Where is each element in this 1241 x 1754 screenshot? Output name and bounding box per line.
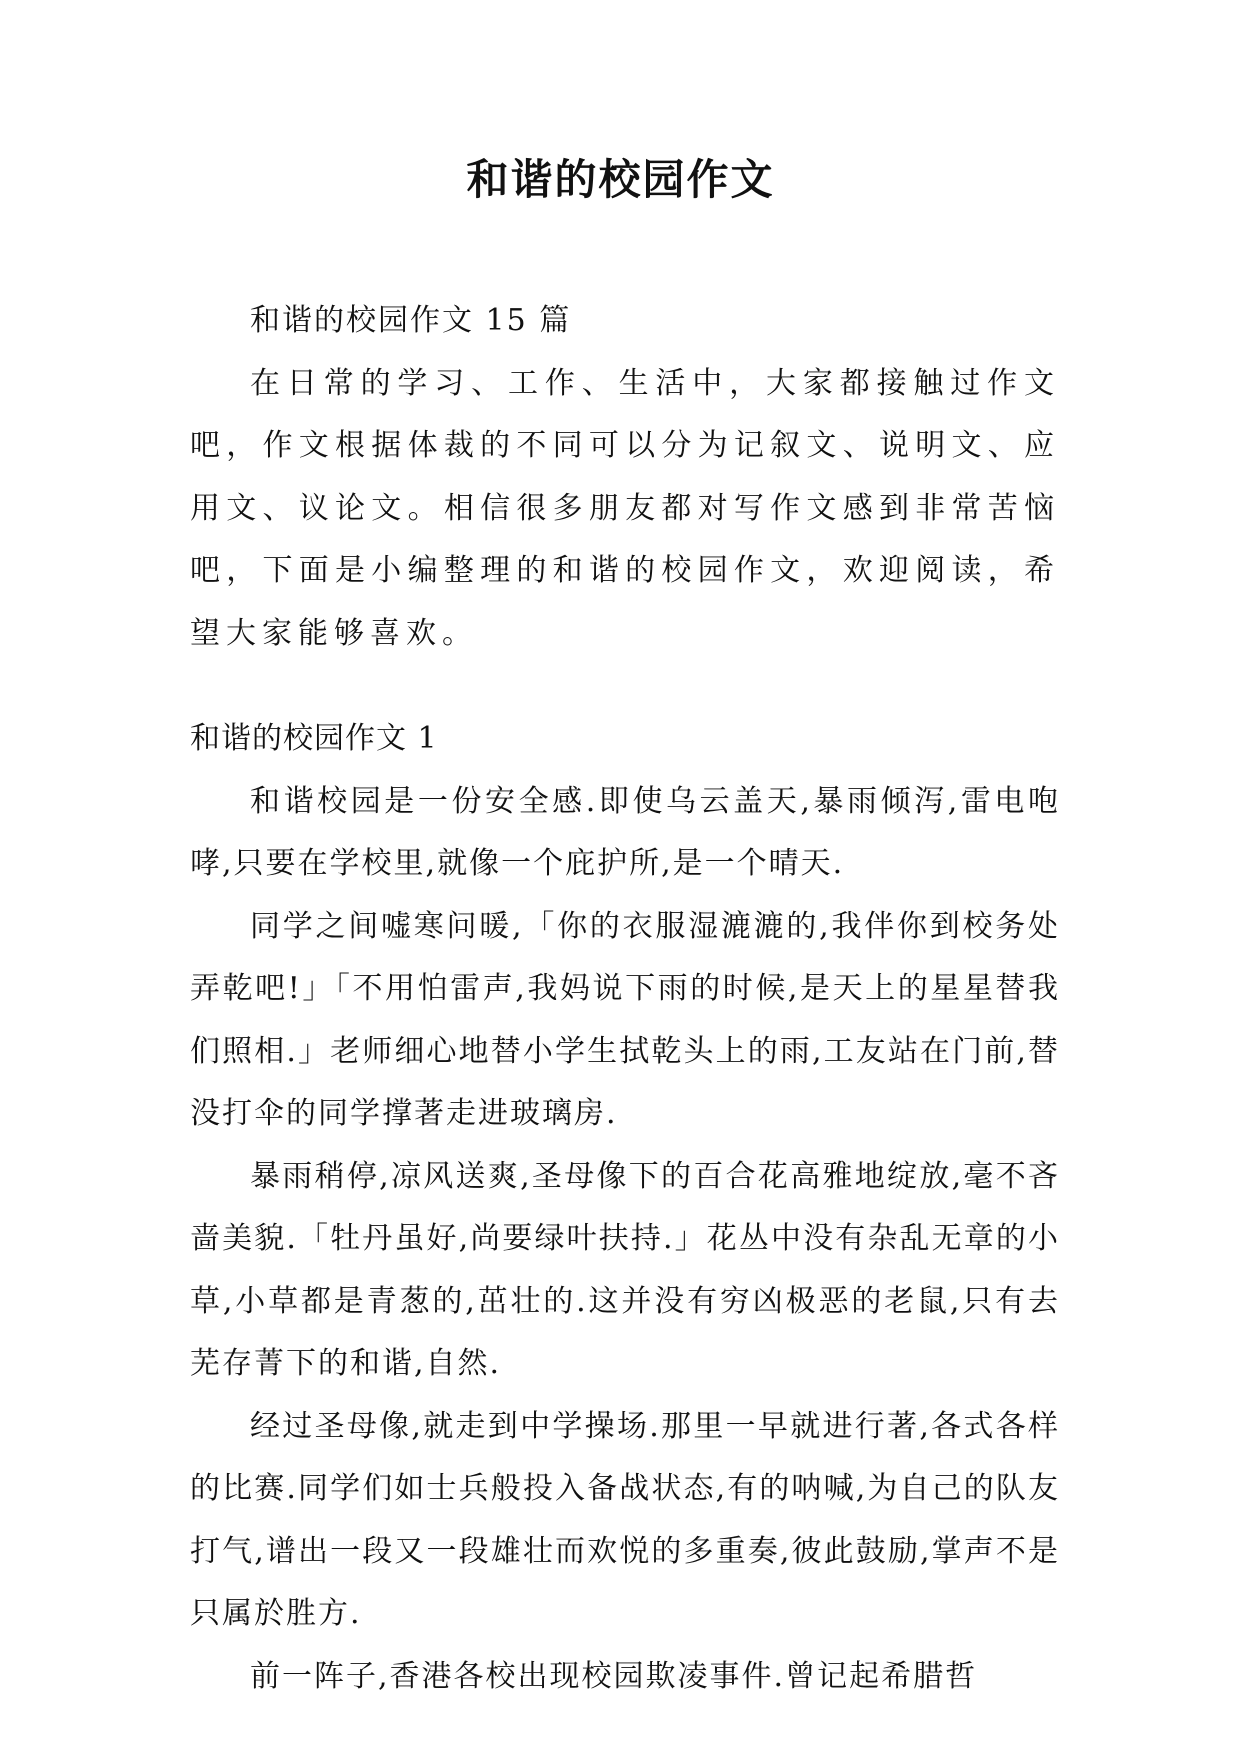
essay-paragraph: 同学之间嘘寒问暖,「你的衣服湿漉漉的,我伴你到校务处弄乾吧!」「不用怕雷声,我妈说下雨的时候,是天上的星星替我们照相.」老师细心地替小学生拭乾头上的雨,工友站在门前,替没打伞的同学撑著走进玻璃房. <box>190 908 1060 1131</box>
essay-paragraph: 前一阵子,香港各校出现校园欺凌事件.曾记起希腊哲 <box>250 1658 978 1694</box>
essay-paragraph: 经过圣母像,就走到中学操场.那里一早就进行著,各式各样的比赛.同学们如士兵般投入备战状态,有的呐喊,为自己的队友打气,谱出一段又一段雄壮而欢悦的多重奏,彼此鼓励,掌声不是只属於胜方. <box>190 1408 1060 1631</box>
document-subtitle: 和谐的校园作文 15 篇 <box>250 303 572 338</box>
section-heading: 和谐的校园作文 1 <box>190 721 438 756</box>
section-spacer <box>190 665 1060 708</box>
essay-paragraph: 和谐校园是一份安全感.即使乌云盖天,暴雨倾泻,雷电咆哮,只要在学校里,就像一个庇护所,是一个晴天. <box>190 783 1060 881</box>
intro-paragraph: 在日常的学习、工作、生活中，大家都接触过作文吧，作文根据体裁的不同可以分为记叙文、说明文、应用文、议论文。相信很多朋友都对写作文感到非常苦恼吧，下面是小编整理的和谐的校园作文，欢迎阅读，希望大家能够喜欢。 <box>190 365 1060 651</box>
document-body <box>190 290 1060 1708</box>
document-title: 和谐的校园作文 <box>466 155 775 204</box>
essay-paragraph: 暴雨稍停,凉风送爽,圣母像下的百合花高雅地绽放,毫不吝啬美貌.「牡丹虽好,尚要绿叶扶持.」花丛中没有杂乱无章的小草,小草都是青葱的,茁壮的.这并没有穷凶极恶的老鼠,只有去芜存菁下的和谐,自然. <box>190 1158 1060 1381</box>
